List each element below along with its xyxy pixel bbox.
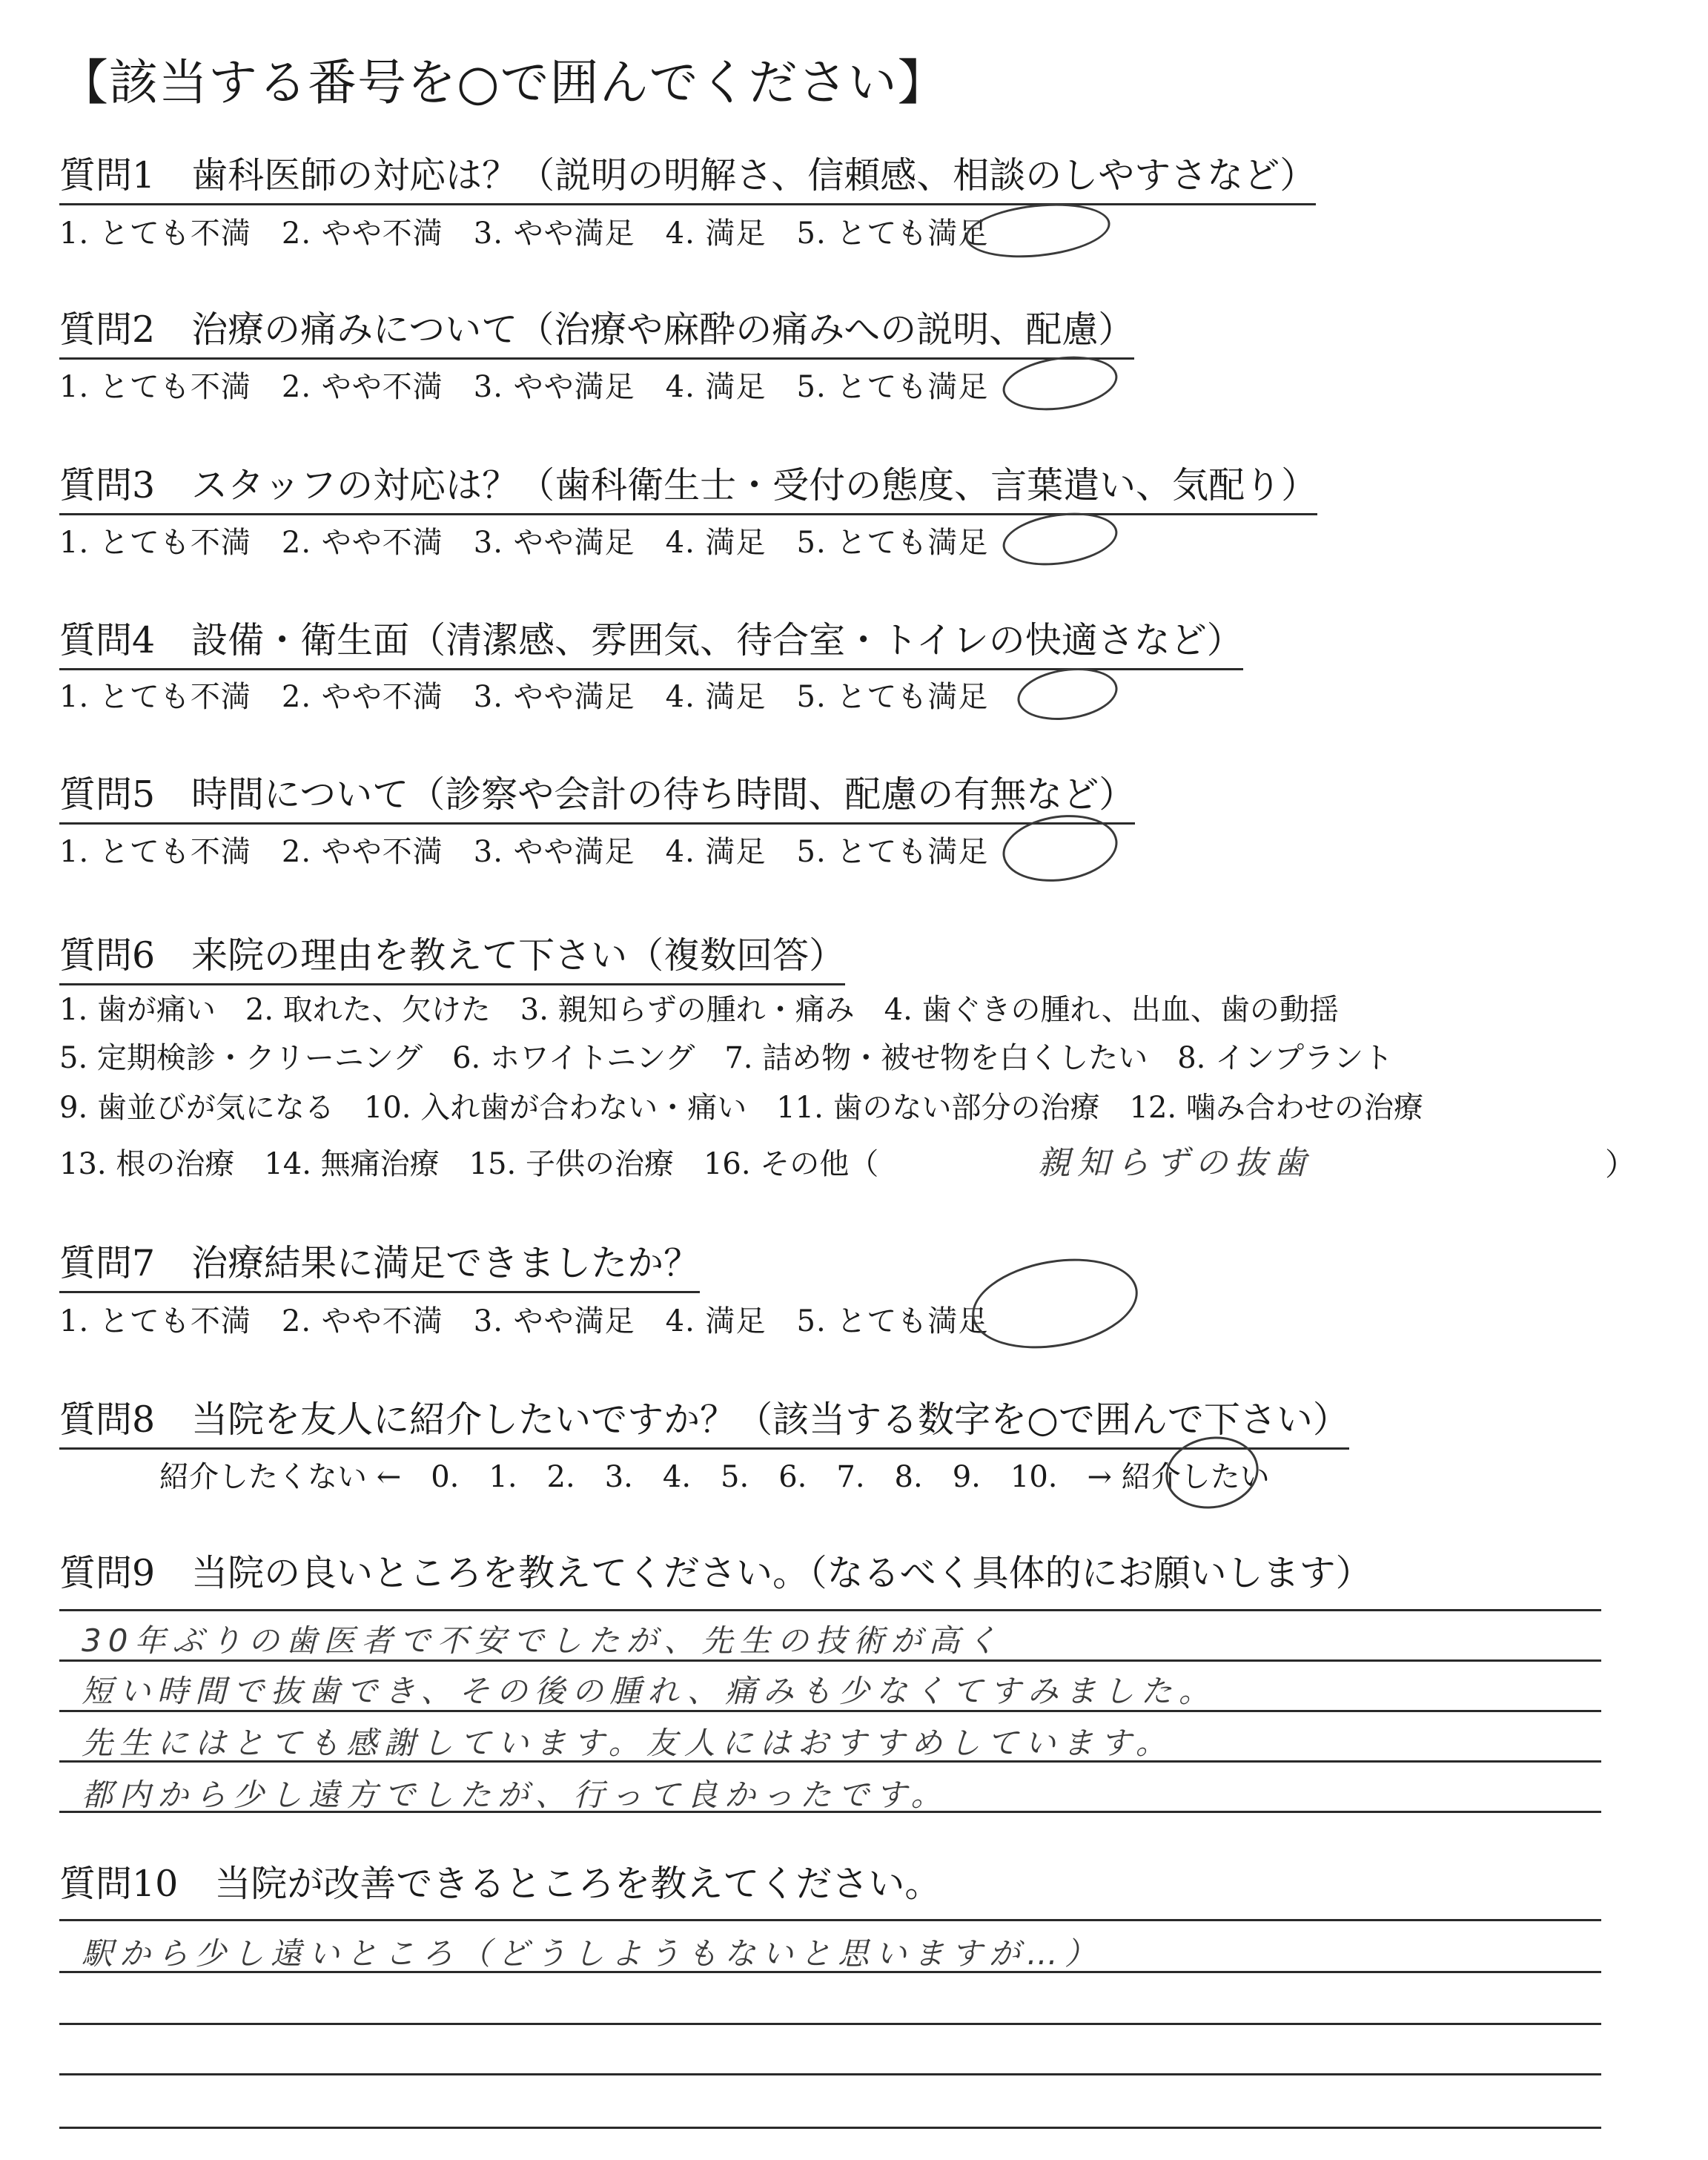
answer-line xyxy=(59,2023,1601,2025)
answer-line xyxy=(59,1971,1601,1973)
q9-answer-line-1: 30年ぶりの歯医者で不安でしたが、先生の技術が高く xyxy=(82,1622,1004,1659)
q9-answer-line-2: 短い時間で抜歯でき、その後の腫れ、痛みも少なくてすみました。 xyxy=(82,1673,1217,1709)
question-5-title: 質問5 時間について（診察や会計の待ち時間、配慮の有無など） xyxy=(59,766,1135,825)
answer-line xyxy=(59,1760,1601,1763)
question-5-options[interactable]: 1. とても不満 2. やや不満 3. やや満足 4. 満足 5. とても満足 xyxy=(59,835,989,869)
form-header: 【該当する番号を○で囲んでください】 xyxy=(59,54,947,111)
reason-options-line-4[interactable]: 13. 根の治療 14. 無痛治療 15. 子供の治療 16. その他（ xyxy=(59,1147,879,1181)
question-7-title: 質問7 治療結果に満足できましたか？ xyxy=(59,1235,700,1293)
q9-answer-line-4: 都内から少し遠方でしたが、行って良かったです。 xyxy=(82,1777,949,1813)
answer-line xyxy=(59,1710,1601,1712)
reason-options-line-1[interactable]: 1. 歯が痛い 2. 取れた、欠けた 3. 親知らずの腫れ・痛み 4. 歯ぐきの腫れ、出血、歯の動揺 xyxy=(59,993,1339,1027)
question-3-title: 質問3 スタッフの対応は？（歯科衛生士・受付の態度、言葉遣い、気配り） xyxy=(59,457,1317,515)
answer-line xyxy=(59,1919,1601,1921)
answer-circle xyxy=(1014,662,1121,726)
question-8-title: 質問8 当院を友人に紹介したいですか？（該当する数字を○で囲んで下さい） xyxy=(59,1391,1349,1450)
other-reason-handwritten: 親知らずの抜歯 xyxy=(1038,1144,1313,1182)
answer-circle xyxy=(999,506,1121,572)
reason-options-line-2[interactable]: 5. 定期検診・クリーニング 6. ホワイトニング 7. 詰め物・被せ物を白くしたい 8. インプラント xyxy=(59,1041,1394,1075)
question-10-title: 質問10 当院が改善できるところを教えてください。 xyxy=(59,1863,941,1905)
answer-line xyxy=(59,1659,1601,1662)
answer-circle xyxy=(963,197,1113,264)
answer-line xyxy=(59,2127,1601,2129)
question-6-title: 質問6 来院の理由を教えて下さい（複数回答） xyxy=(59,927,845,985)
reason-options-line-3[interactable]: 9. 歯並びが気になる 10. 入れ歯が合わない・痛い 11. 歯のない部分の治療 12. 噛み合わせの治療 xyxy=(59,1091,1423,1125)
question-4-options[interactable]: 1. とても不満 2. やや不満 3. やや満足 4. 満足 5. とても満足 xyxy=(59,680,989,714)
recommend-scale[interactable]: 紹介したくない ← 0. 1. 2. 3. 4. 5. 6. 7. 8. 9. 10. → 紹介したい xyxy=(159,1460,1270,1494)
question-9-title: 質問9 当院の良いところを教えてください。（なるべく具体的にお願いします） xyxy=(59,1552,1372,1594)
question-2-title: 質問2 治療の痛みについて（治療や麻酔の痛みへの説明、配慮） xyxy=(59,301,1134,360)
answer-line xyxy=(59,1609,1601,1611)
question-3-options[interactable]: 1. とても不満 2. やや不満 3. やや満足 4. 満足 5. とても満足 xyxy=(59,526,989,560)
answer-line xyxy=(59,1811,1601,1813)
q10-answer-line-1: 駅から少し遠いところ（どうしようもないと思いますが…） xyxy=(82,1935,1103,1972)
question-2-options[interactable]: 1. とても不満 2. やや不満 3. やや満足 4. 満足 5. とても満足 xyxy=(59,370,989,404)
question-4-title: 質問4 設備・衛生面（清潔感、雰囲気、待合室・トイレの快適さなど） xyxy=(59,612,1243,670)
answer-line xyxy=(59,2073,1601,2075)
answer-circle xyxy=(999,349,1121,417)
question-7-options[interactable]: 1. とても不満 2. やや不満 3. やや満足 4. 満足 5. とても満足 xyxy=(59,1304,989,1338)
other-reason-closing-paren: ） xyxy=(1605,1146,1637,1183)
answer-circle xyxy=(965,1246,1145,1360)
q9-answer-line-3: 先生にはとても感謝しています。友人にはおすすめしています。 xyxy=(82,1725,1174,1761)
question-1-options[interactable]: 1. とても不満 2. やや不満 3. やや満足 4. 満足 5. とても満足 xyxy=(59,217,989,251)
question-1-title: 質問1 歯科医師の対応は？（説明の明解さ、信頼感、相談のしやすさなど） xyxy=(59,147,1316,205)
